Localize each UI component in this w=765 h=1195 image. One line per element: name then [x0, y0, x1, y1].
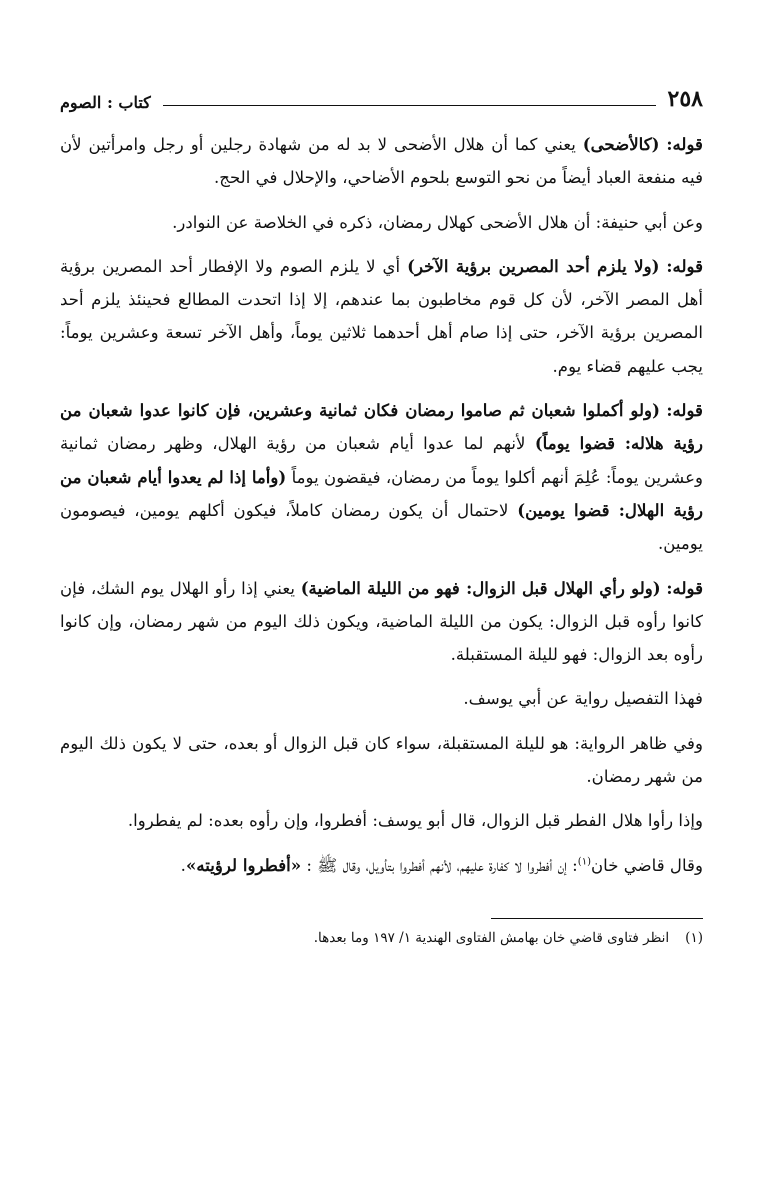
commentary-text-2: لاحتمال أن يكون رمضان كاملاً، فيكون أكلهم يومين، فيصومون يومين.: [60, 500, 703, 554]
commentary-text: أي لا يلزم الصوم ولا الإفطار أحد المصرين برؤية أهل المصر الآخر، لأن كل قوم مخاطبون بما عندهم، إلا إذا اتحدت المطالع فحينئذ يلزم أحد المصرين برؤية الآخر، حتى إذا صام أهل أحدهما ثلاثين يوماً، وأهل الآخر تسعة وعشرين يوماً: يجب عليهم قضاء يوم.: [60, 256, 703, 376]
qawluhu-label: قوله:: [666, 400, 703, 421]
paragraph-8: [60, 804, 703, 837]
footnote: [60, 925, 703, 951]
paragraph-1: [60, 128, 703, 195]
matn-quote-2: (وأما إذا لم يعدوا أيام شعبان من رؤية الهلال: قضوا يومين): [60, 466, 703, 520]
footnote-marker[interactable]: (١): [577, 856, 591, 868]
commentary-text: لأنهم لما عدوا أيام شعبان من رؤية الهلال، وظهر رمضان ثمانية وعشرين يوماً: عُلِمَ أنهم أكلوا يوماً من رمضان، فيقضون يوماً: [60, 434, 703, 487]
commentary-text: فهذا التفصيل رواية عن أبي يوسف.: [463, 689, 703, 709]
commentary-text: وإذا رأوا هلال الفطر قبل الزوال، قال أبو يوسف: أفطروا، وإن رأوه بعده: لم يفطروا.: [127, 811, 703, 831]
closing-punct: .: [180, 855, 186, 875]
matn-quote: (ولا يلزم أحد المصرين برؤية الآخر): [407, 255, 660, 276]
paragraph-7: [60, 727, 703, 794]
page-header: [60, 82, 703, 112]
paragraph-5: [60, 572, 703, 672]
footnote-text: انظر فتاوى قاضي خان بهامش الفتاوى الهندية ١/ ١٩٧ وما بعدها.: [313, 929, 670, 946]
paragraph-3: [60, 250, 703, 383]
commentary-text: وفي ظاهر الرواية: هو لليلة المستقبلة، سواء كان قبل الزوال أو بعده، حتى لا يكون ذلك اليوم من شهر رمضان.: [60, 733, 703, 787]
matn-quote: (ولو رأي الهلال قبل الزوال: فهو من الليلة الماضية): [300, 577, 661, 598]
commentary-text-2: : إن أفطروا لا كفارة عليهم، لأنهم أفطروا بتأويل، وقال ﷺ :: [301, 855, 578, 875]
footnote-number: (١): [685, 929, 703, 946]
book-title: كتاب : الصوم: [60, 93, 151, 112]
matn-quote: (كالأضحى): [582, 134, 660, 154]
matn-quote: (ولو أكملوا شعبان ثم صاموا رمضان فكان ثمانية وعشرين، فإن كانوا عدوا شعبان من رؤية هلاله: قضوا يوماً): [60, 400, 703, 454]
qawluhu-label: قوله:: [666, 255, 704, 276]
commentary-text: وعن أبي حنيفة: أن هلال الأضحى كهلال رمضان، ذكره في الخلاصة عن النوادر.: [172, 212, 703, 232]
hadith-quote: «أفطروا لرؤيته»: [185, 854, 302, 875]
commentary-text: يعني كما أن هلال الأضحى لا بد له من شهادة رجلين أو رجل وامرأتين لأن فيه منفعة العباد أيضاً من نحو التوسع بلحوم الأضاحي، والإحلال في الحج.: [60, 135, 703, 188]
paragraph-6: [60, 682, 703, 715]
paragraph-2: [60, 206, 703, 239]
qawluhu-label: قوله:: [666, 134, 703, 154]
qawluhu-label: قوله:: [666, 577, 704, 598]
page-number: ٢٥٨: [667, 86, 703, 112]
header-rule: [163, 105, 656, 106]
page-body: [60, 128, 703, 882]
paragraph-4: [60, 394, 703, 560]
footnote-separator: [491, 918, 703, 919]
paragraph-9: [60, 849, 703, 882]
commentary-text: وقال قاضي خان: [590, 855, 703, 875]
commentary-text: يعني إذا رأو الهلال يوم الشك، فإن كانوا رأوه قبل الزوال: يكون من الليلة الماضية، ويكون ذلك اليوم من شهر رمضان، وإن كانوا رأوه بعد الزوال: فهو لليلة المستقبلة.: [60, 578, 703, 665]
